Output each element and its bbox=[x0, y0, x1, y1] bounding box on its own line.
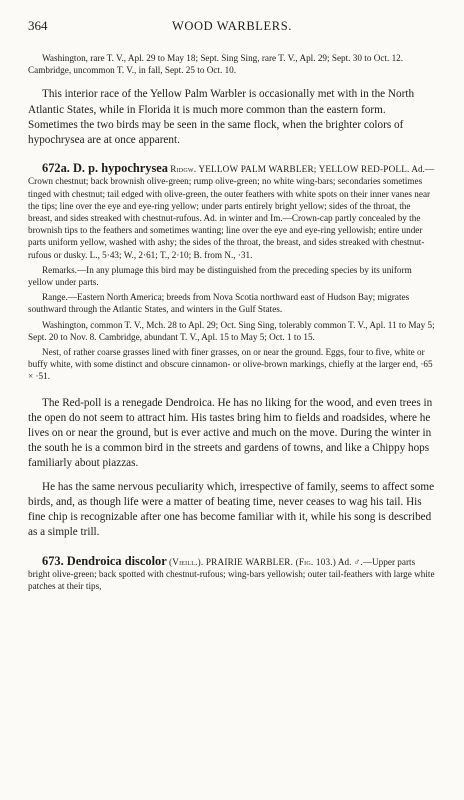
entry-673 bbox=[28, 555, 436, 593]
entry-672a-description: Ad.—Crown chestnut; back brownish olive-green; rump olive-green; no white wing-bars; secondaries sometimes tinged with chestnut; tail edged with olive-green, the outer feathers with white spots on their inner vanes near the tips; line over the eye and eye-ring yellow; under parts entirely bright yellow; sides of the throat, the breast, and sides streaked with chestnut-rufous. Ad. in winter and Im.—Crown-cap partly concealed by the brownish tips to the feathers and sometimes wanting; line over the eye and eye-ring yellowish; entire under parts uniform yellow, washed with ashy; the sides of the throat, the breast, and sides streaked with chestnut-rufous or dusky. L., 5·43; W., 2·61; T., 2·10; B. from N., ·31. bbox=[28, 164, 435, 260]
entry-672a-remarks: Remarks.—In any plumage this bird may be distinguished from the preceding species by its uniform yellow under parts. bbox=[28, 264, 412, 288]
entry-672a-title: 672a. D. p. hypochrysea bbox=[42, 161, 168, 176]
entry-672a bbox=[28, 162, 436, 261]
intro-paragraph: This interior race of the Yellow Palm Warbler is occasionally met with in the North Atlantic States, while in Florida it is much more common than the eastern form. Sometimes the two birds may be seen in the same flock, when the brighter colors of hypochrysea are at once apparent. bbox=[28, 88, 415, 147]
entry-672a-range: Range.—Eastern North America; breeds from Nova Scotia northward east of Hudson Bay; migrates southward through the Atlantic States, and winters in the Gulf States. bbox=[28, 292, 410, 315]
spacer bbox=[28, 148, 436, 162]
spacer bbox=[28, 79, 436, 87]
intro-records: Washington, rare T. V., Apl. 29 to May 18; Sept. Sing Sing, rare T. V., Apl. 29; Sept. 30 to Oct. 12. Cambridge, uncommon T. V., in fall, Sept. 25 to Oct. 10. bbox=[28, 53, 404, 76]
entry-673-title: 673. Dendroica discolor bbox=[42, 553, 167, 568]
body-paragraph-1: The Red-poll is a renegade Dendroica. He has no liking for the wood, and even trees in the open do not seem to attract him. His tastes bring him to fields and roadsides, where he lives on or near the ground, but is ever active and much on the move. During the winter in the south he is a common bird in the streets and gardens of towns, and like a Chippy hops familiarly about piazzas. bbox=[28, 396, 433, 470]
running-title: WOOD WARBLERS. bbox=[172, 19, 292, 33]
entry-672a-authority: Ridgw. YELLOW PALM WARBLER; YELLOW RED-POLL. bbox=[170, 164, 410, 175]
entry-672a-nest: Nest, of rather coarse grasses lined with finer grasses, on or near the ground. Eggs, four to five, white or buffy white, with some distinct and obscure cinnamon- or olive-brown markings, chiefly at the larger end, ·65 × ·51. bbox=[28, 347, 433, 382]
entry-673-authority: (Vieill.). PRAIRIE WARBLER. (Fig. 103.) bbox=[169, 556, 337, 567]
page-header bbox=[28, 18, 436, 40]
entry-672a-records: Washington, common T. V., Mch. 28 to Apl. 29; Oct. Sing Sing, tolerably common T. V., Apl. 11 to May 5; Sept. 20 to Nov. 8. Cambridge, abundant T. V., Apl. 15 to May 5; Oct. 1 to 15. bbox=[28, 319, 435, 342]
spacer bbox=[28, 541, 436, 555]
entry-673-description: Ad. ♂.—Upper parts bright olive-green; back spotted with chestnut-rufous; wing-bars yellowish; outer tail-feathers with large white patches at their tips, bbox=[28, 556, 435, 591]
spacer bbox=[28, 386, 436, 396]
page-number: 364 bbox=[28, 18, 48, 33]
body-paragraph-2: He has the same nervous peculiarity which, irrespective of family, seems to affect some birds, and, as though life were a matter of beating time, never ceases to wag his tail. His fine chip is recognizable after one has become familiar with it, while his song is described as a simple trill. bbox=[28, 480, 435, 539]
spacer bbox=[28, 472, 436, 480]
